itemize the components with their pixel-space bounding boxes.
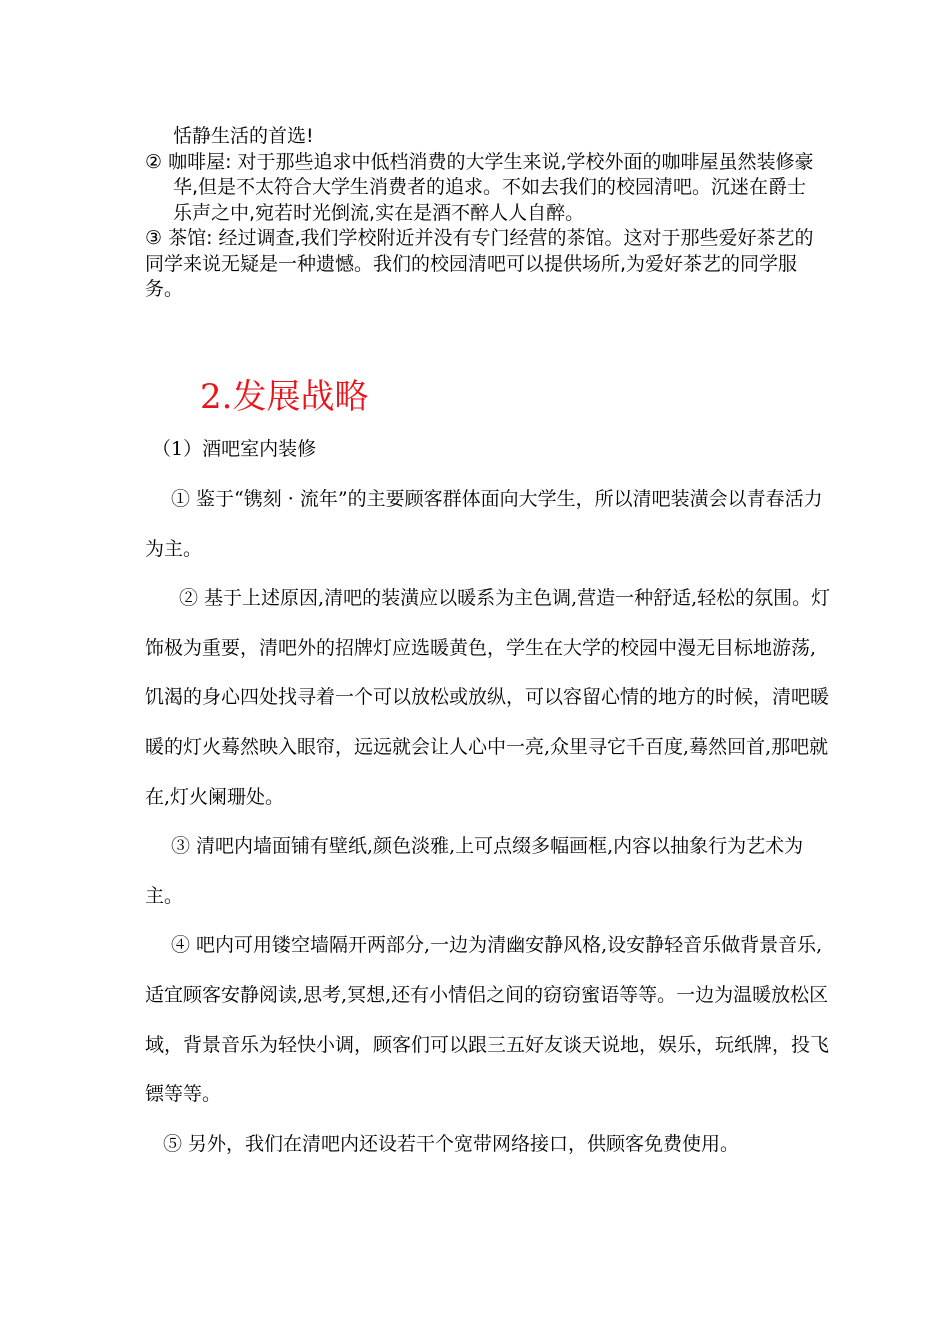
paragraph-3: ③ 清吧内墙面铺有壁纸,颜色淡雅,上可点缀多幅画框,内容以抽象行为艺术为主。 <box>145 835 804 907</box>
subsection-heading: （1）酒吧室内装修 <box>152 438 317 460</box>
list-item-tea-house: ③ 茶馆: 经过调查,我们学校附近并没有专门经营的茶馆。这对于那些爱好茶艺的同学来说无疑是一种遗憾。我们的校园清吧可以提供场所,为爱好茶艺的同学服务。 <box>145 227 814 300</box>
paragraph-5: ⑤ 另外，我们在清吧内还设若干个宽带网络接口，供顾客免费使用。 <box>163 1132 740 1155</box>
paragraph-1: ① 鉴于“镌刻 · 流年”的主要顾客群体面向大学生，所以清吧装潢会以青春活力为主。 <box>145 488 823 560</box>
paragraph-2: ② 基于上述原因,清吧的装潢应以暖系为主色调,营造一种舒适,轻松的氛围。灯饰极为重要，清吧外的招牌灯应选暖黄色，学生在大学的校园中漫无目标地游荡,饥渴的身心四处找寻着一个可以放松或放纵，可以容留心情的地方的时候，清吧暖暖的灯火蓦然映入眼帘，远远就会让人心中一亮,众里寻它千百度,蓦然回首,那吧就在,灯火阑珊处。 <box>145 587 831 808</box>
competitor-list <box>145 124 825 303</box>
paragraph-4: ④ 吧内可用镂空墙隔开两部分,一边为清幽安静风格,设安静轻音乐做背景音乐,适宜顾客安静阅读,思考,冥想,还有小情侣之间的窃窃蜜语等等。一边为温暖放松区域，背景音乐为轻快小调，顾客们可以跟三五好友谈天说地，娱乐，玩纸牌，投飞镖等等。 <box>145 934 830 1106</box>
list-item-coffee-house: ② 咖啡屋: 对于那些追求中低档消费的大学生来说,学校外面的咖啡屋虽然装修豪华,但是不太符合大学生消费者的追求。不如去我们的校园清吧。沉迷在爵士乐声之中,宛若时光倒流,实在是酒不醉人人自醉。 <box>145 150 814 224</box>
list-item-continuation: 恬静生活的首选! <box>173 125 314 147</box>
section-body <box>145 475 835 1169</box>
section-heading: 2.发展战略 <box>200 377 369 417</box>
